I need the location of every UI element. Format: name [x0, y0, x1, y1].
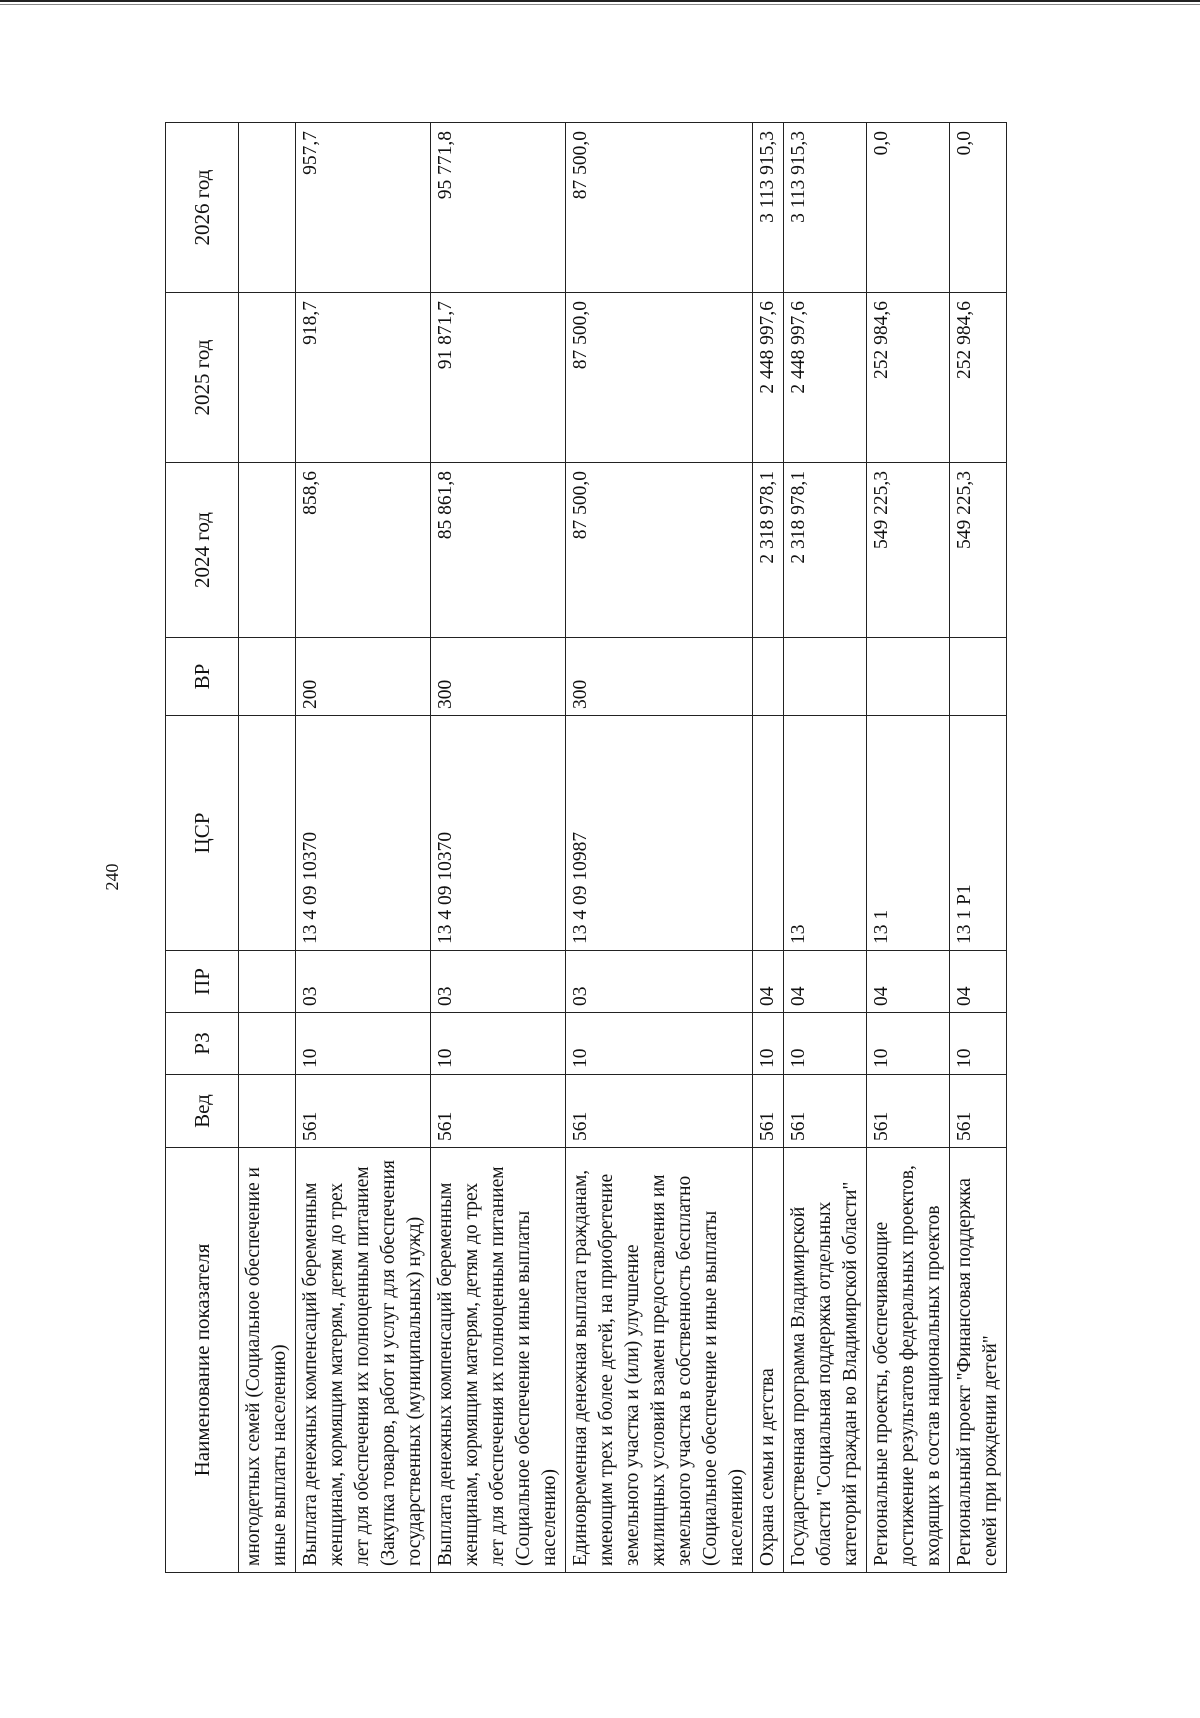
cell-2024: 2 318 978,1 — [784, 463, 867, 638]
header-csr: ЦСР — [166, 716, 239, 951]
header-2024: 2024 год — [166, 463, 239, 638]
header-pr: ПР — [166, 951, 239, 1013]
cell-ved: 561 — [753, 1075, 784, 1148]
budget-table — [165, 122, 1007, 1573]
cell-vr: 200 — [296, 638, 431, 716]
cell-rz: 10 — [296, 1013, 431, 1075]
cell-2024: 858,6 — [296, 463, 431, 638]
cell-2025: 2 448 997,6 — [753, 293, 784, 463]
cell-2024: 549 225,3 — [950, 463, 1007, 638]
cell-ved: 561 — [950, 1075, 1007, 1148]
cell-vr — [753, 638, 784, 716]
table-row — [753, 123, 784, 1573]
table-row — [784, 123, 867, 1573]
cell-name: Единовременная денежная выплата гражданам, имеющим трех и более детей, на приобретение земельного участка и (или) улучшение жилищных условий взамен предоставления им земельного участка в собственность бесплатно (Социальное обеспечение и иные выплаты населению) — [566, 1148, 753, 1573]
cell-pr: 03 — [431, 951, 566, 1013]
header-name: Наименование показателя — [166, 1148, 239, 1573]
cell-pr: 03 — [566, 951, 753, 1013]
header-vr: ВР — [166, 638, 239, 716]
cell-pr: 03 — [296, 951, 431, 1013]
rotated-table-wrapper — [165, 123, 1125, 1573]
cell-csr: 13 1 Р1 — [950, 716, 1007, 951]
cell-2026: 3 113 915,3 — [753, 123, 784, 293]
cell-2026: 87 500,0 — [566, 123, 753, 293]
cell-vr — [950, 638, 1007, 716]
cell-ved — [239, 1075, 296, 1148]
cell-2025: 87 500,0 — [566, 293, 753, 463]
cell-name: Охрана семьи и детства — [753, 1148, 784, 1573]
cell-2025: 918,7 — [296, 293, 431, 463]
header-rz: РЗ — [166, 1013, 239, 1075]
cell-rz: 10 — [753, 1013, 784, 1075]
cell-2025: 252 984,6 — [950, 293, 1007, 463]
table-row — [431, 123, 566, 1573]
cell-2026: 0,0 — [950, 123, 1007, 293]
header-2025: 2025 год — [166, 293, 239, 463]
table-row — [950, 123, 1007, 1573]
cell-csr: 13 4 09 10370 — [296, 716, 431, 951]
cell-vr — [867, 638, 950, 716]
cell-2025 — [239, 293, 296, 463]
cell-2024: 85 861,8 — [431, 463, 566, 638]
cell-csr: 13 4 09 10987 — [566, 716, 753, 951]
cell-csr — [753, 716, 784, 951]
cell-pr: 04 — [950, 951, 1007, 1013]
cell-name: Выплата денежных компенсаций беременным женщинам, кормящим матерям, детям до трех лет для обеспечения их полноценным питанием (Социальное обеспечение и иные выплаты населению) — [431, 1148, 566, 1573]
header-ved: Вед — [166, 1075, 239, 1148]
top-border-line-thin — [0, 4, 1200, 5]
cell-pr — [239, 951, 296, 1013]
cell-ved: 561 — [784, 1075, 867, 1148]
cell-ved: 561 — [867, 1075, 950, 1148]
top-border-line — [0, 0, 1200, 2]
page-number: 240 — [102, 863, 122, 891]
cell-name: Региональный проект "Финансовая поддержка семей при рождении детей" — [950, 1148, 1007, 1573]
cell-name: Региональные проекты, обеспечивающие достижение результатов федеральных проектов, входящих в состав национальных проектов — [867, 1148, 950, 1573]
cell-csr: 13 1 — [867, 716, 950, 951]
table-row — [239, 123, 296, 1573]
cell-2024: 87 500,0 — [566, 463, 753, 638]
cell-ved: 561 — [566, 1075, 753, 1148]
cell-pr: 04 — [753, 951, 784, 1013]
table-row — [867, 123, 950, 1573]
cell-rz: 10 — [784, 1013, 867, 1075]
cell-vr: 300 — [566, 638, 753, 716]
cell-rz: 10 — [566, 1013, 753, 1075]
cell-2024: 2 318 978,1 — [753, 463, 784, 638]
cell-2024: 549 225,3 — [867, 463, 950, 638]
cell-name: многодетных семей (Социальное обеспечение и иные выплаты населению) — [239, 1148, 296, 1573]
cell-rz — [239, 1013, 296, 1075]
header-2026: 2026 год — [166, 123, 239, 293]
cell-pr: 04 — [784, 951, 867, 1013]
cell-rz: 10 — [950, 1013, 1007, 1075]
cell-vr: 300 — [431, 638, 566, 716]
cell-csr: 13 4 09 10370 — [431, 716, 566, 951]
cell-2026: 3 113 915,3 — [784, 123, 867, 293]
cell-vr — [784, 638, 867, 716]
cell-2026: 0,0 — [867, 123, 950, 293]
cell-2026: 957,7 — [296, 123, 431, 293]
cell-2025: 2 448 997,6 — [784, 293, 867, 463]
cell-ved: 561 — [431, 1075, 566, 1148]
cell-csr — [239, 716, 296, 951]
header-row — [166, 123, 239, 1573]
table-row — [296, 123, 431, 1573]
cell-2026: 95 771,8 — [431, 123, 566, 293]
cell-csr: 13 — [784, 716, 867, 951]
cell-pr: 04 — [867, 951, 950, 1013]
cell-2026 — [239, 123, 296, 293]
cell-rz: 10 — [867, 1013, 950, 1075]
cell-2025: 91 871,7 — [431, 293, 566, 463]
cell-name: Выплата денежных компенсаций беременным женщинам, кормящим матерям, детям до трех лет для обеспечения их полноценным питанием (Закупка товаров, работ и услуг для обеспечения государственных (муниципальных) нужд) — [296, 1148, 431, 1573]
cell-ved: 561 — [296, 1075, 431, 1148]
cell-2025: 252 984,6 — [867, 293, 950, 463]
cell-name: Государственная программа Владимирской области "Социальная поддержка отдельных категорий граждан во Владимирской области" — [784, 1148, 867, 1573]
cell-vr — [239, 638, 296, 716]
cell-2024 — [239, 463, 296, 638]
cell-rz: 10 — [431, 1013, 566, 1075]
table-row — [566, 123, 753, 1573]
